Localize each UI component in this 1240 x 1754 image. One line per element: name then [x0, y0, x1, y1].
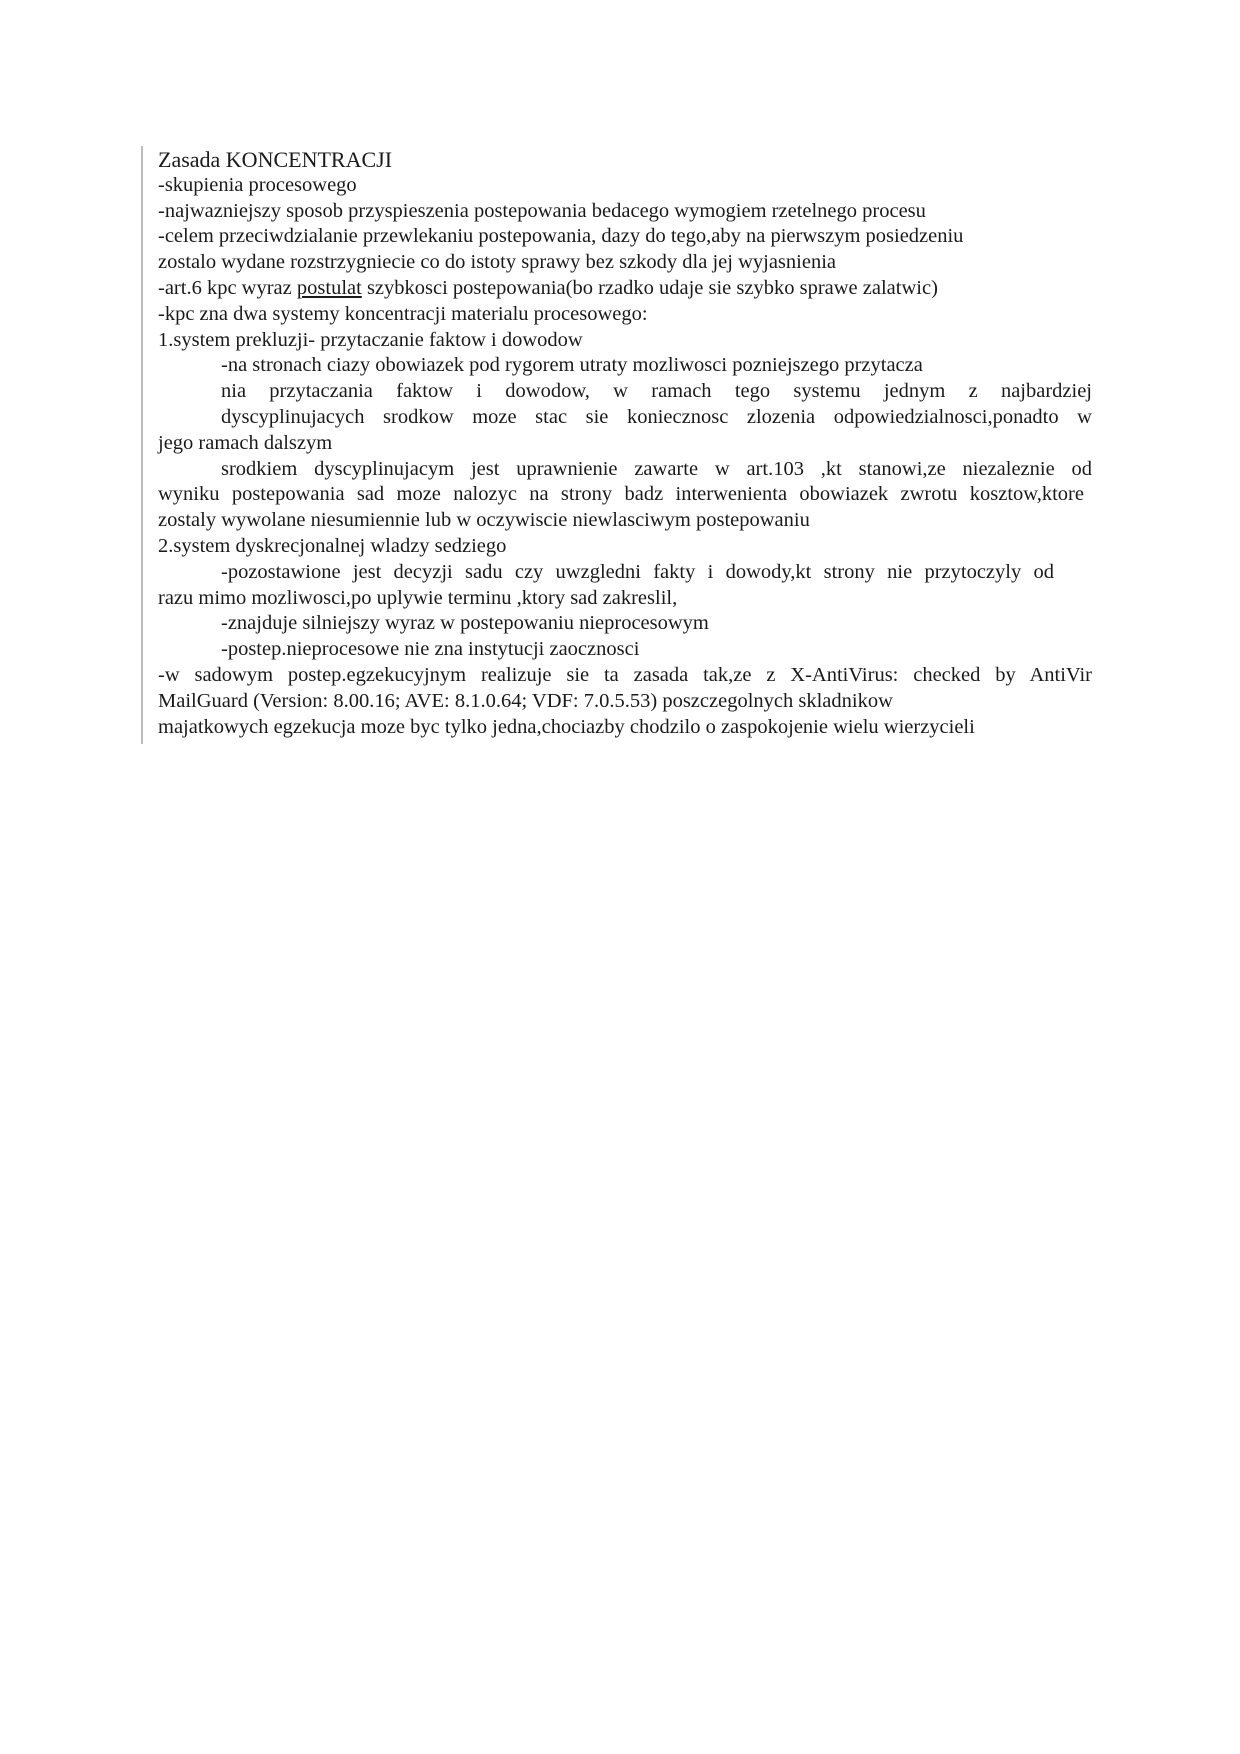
text-line: -skupienia procesowego	[158, 173, 357, 196]
text-line: zostalo wydane rozstrzygniecie co do istoty sprawy bez szkody dla jej wyjasnienia	[158, 251, 837, 274]
text-line: wyniku postepowania sad moze nalozyc na strony badz interwenienta obowiazek zwrotu kosztow,ktore	[158, 483, 1084, 506]
underlined-word: postulat	[296, 276, 362, 299]
margin-change-bar	[141, 146, 143, 744]
section-heading: 1.system prekluzji- przytaczanie faktow i dowodow	[158, 328, 583, 351]
text-line: zostaly wywolane niesumiennie lub w oczywiscie niewlasciwym postepowaniu	[158, 509, 810, 532]
text-line: -znajduje silniejszy wyraz w postepowaniu nieprocesowym	[221, 612, 709, 635]
text-line: -celem przeciwdzialanie przewlekaniu postepowania, dazy do tego,aby na pierwszym posiedzeniu	[158, 225, 964, 248]
text-line: majatkowych egzekucja moze byc tylko jedna,chociazby chodzilo o zaspokojenie wielu wierzycieli	[158, 715, 975, 738]
text-line: -najwazniejszy sposob przyspieszenia postepowania bedacego wymogiem rzetelnego procesu	[158, 199, 926, 222]
document-body	[158, 147, 1092, 740]
text-line: -postep.nieprocesowe nie zna instytucji zaocznosci	[221, 638, 640, 661]
text-segment: szybkosci postepowania(bo rzadko udaje sie szybko sprawe zalatwic)	[361, 276, 938, 299]
text-line: jego ramach dalszym	[158, 431, 333, 454]
text-line: nia przytaczania faktow i dowodow, w ramach tego systemu jednym z najbardziej	[221, 380, 1092, 403]
text-line: -pozostawione jest decyzji sadu czy uwzgledni fakty i dowody,kt strony nie przytoczyly od	[221, 560, 1054, 583]
text-line: srodkiem dyscyplinujacym jest uprawnienie zawarte w art.103 ,kt stanowi,ze niezaleznie od	[221, 457, 1092, 480]
text-line: -na stronach ciazy obowiazek pod rygorem utraty mozliwosci pozniejszego przytacza	[221, 354, 923, 377]
text-line: dyscyplinujacych srodkow moze stac sie koniecznosc zlozenia odpowiedzialnosci,ponadto w	[221, 405, 1092, 428]
text-line: -w sadowym postep.egzekucyjnym realizuje sie ta zasada tak,ze z X-AntiVirus: checked by AntiVir	[158, 663, 1092, 686]
text-line: MailGuard (Version: 8.00.16; AVE: 8.1.0.64; VDF: 7.0.5.53) poszczegolnych skladnikow	[158, 689, 893, 712]
text-line: razu mimo mozliwosci,po uplywie terminu ,ktory sad zakreslil,	[158, 586, 678, 609]
text-line	[158, 276, 1092, 302]
section-heading: 2.system dyskrecjonalnej wladzy sedziego	[158, 534, 507, 557]
text-line: -kpc zna dwa systemy koncentracji materialu procesowego:	[158, 302, 648, 325]
text-segment: -art.6 kpc wyraz	[158, 276, 297, 299]
document-title: Zasada KONCENTRACJI	[158, 147, 393, 172]
